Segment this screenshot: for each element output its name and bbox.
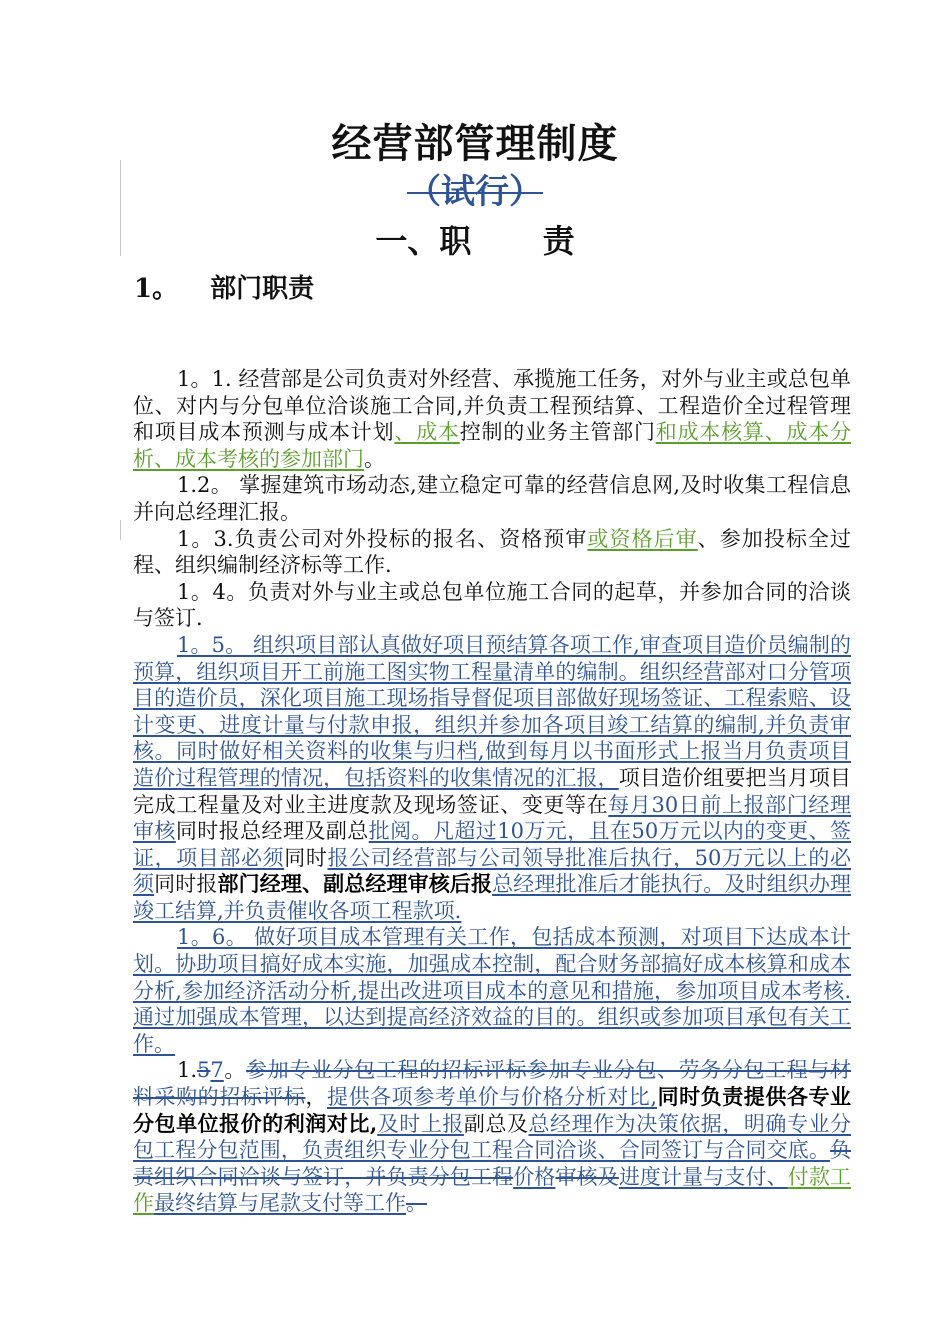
subsection-title: 部门职责	[210, 274, 315, 304]
tracked-change-ins: 价格	[513, 1164, 556, 1189]
text-run: 。	[223, 1058, 247, 1083]
change-bar	[120, 520, 121, 540]
tracked-change-ins: 1。5。 组织项目部认真做好项目预结算各项工作,审查项目造价员编制的预算，组织项目开工前施工图实物工程量清单的编制。组织经营部对口分管项目的造价员，深化项目施工现场指导督促项目部做好现场签证、工程索赔、设计变更、进度计量与付款申报，组织并参加各项目竣工结算的编制,并负责审核。同时做好相关资料的收集与归档,做到每月以书面形式上报当月负责项目造价过程管理的情况，包括资料的收集情况的汇报，	[133, 632, 851, 790]
tracked-change-ins: 总经理作为决策依据，明确专业分包工程分包范围，负责组织专业分包工程合同洽谈、合同签订与合同交底。	[133, 1111, 852, 1163]
text-run: 1。4。负责对外与业主或总包单位施工合同的起草，并参加合同的洽谈与签订.	[133, 579, 851, 631]
body-paragraph	[133, 924, 851, 1057]
text-run: 。	[364, 446, 385, 471]
tracked-change-ins: 每月30日前上报部门经理审核	[133, 792, 851, 844]
body-paragraph	[133, 526, 851, 579]
body-paragraph	[133, 366, 851, 472]
body-paragraph	[133, 1057, 851, 1217]
tracked-change-b: 同时负责提供各专业分包单位报价的利润对比,	[133, 1084, 852, 1136]
text-run: 1。3.负责公司对外投标的报名、资格预审	[177, 526, 588, 551]
body-paragraph	[133, 472, 851, 525]
tracked-change-grn: 、成本	[394, 420, 460, 445]
tracked-change-b: 部门经理、副总经理审核后报	[217, 871, 493, 897]
tracked-change-ins: 及时上报	[377, 1111, 464, 1136]
subsection-heading	[134, 268, 314, 305]
tracked-change-del: 5	[197, 1058, 211, 1083]
tracked-change-ins: 提供各项参考单价与价格分析对比,	[327, 1085, 658, 1110]
tracked-change-ins: 总经理批准后才能执行。及时组织办理竣工结算,并负责催收各项工程款项.	[133, 872, 852, 923]
tracked-change-del: 。	[406, 1191, 427, 1216]
document-subtitle: （试行）	[407, 172, 543, 212]
tracked-change-del: 审核及	[555, 1164, 619, 1189]
text-run: 1.2。 掌握建筑市场动态,建立稳定可靠的经营信息网,及时收集工程信息并向总经理汇报。	[133, 473, 851, 524]
text-run: ，	[305, 1085, 328, 1110]
section-heading: 一、职 责	[375, 222, 575, 260]
document-title: 经营部管理制度	[331, 120, 619, 167]
document-body	[133, 366, 851, 1217]
tracked-change-grn: 或资格后审	[587, 526, 698, 551]
text-run: 1。1. 经营部是公司负责对外经营、承揽施工任务，对外与业主或总包单位、对内与分包单位洽谈施工合同,并负责工程预结算、工程造价全过程管理和项目成本预测与成本计划	[133, 367, 851, 445]
tracked-change-ins: 报公司经营部与公司领导批准后执行，50万元以上的必须	[133, 845, 852, 897]
text-run: 1.	[177, 1058, 198, 1083]
tracked-change-ins: 最终结算与尾款支付等工作	[154, 1191, 406, 1216]
subsection-number: 1。	[134, 274, 179, 304]
tracked-change-ins: 进度计量与支付、	[618, 1164, 788, 1189]
text-run: 同时	[284, 845, 328, 870]
tracked-change-grn: 付款工作	[133, 1164, 852, 1216]
text-run: 、参加投标全过程、组织编制经济标等工作.	[133, 526, 851, 578]
body-paragraph	[133, 632, 851, 925]
text-run: 同时报	[154, 872, 218, 897]
tracked-change-grn: 和成本核算、成本分析、成本考核的参加部门	[133, 420, 851, 471]
body-paragraph	[133, 579, 851, 632]
text-run: 同时报总经理及副总	[175, 819, 369, 844]
text-run: 控制的业务主管部门	[459, 420, 656, 445]
text-run: 副总及	[463, 1111, 529, 1136]
tracked-change-ins: 7	[210, 1058, 224, 1083]
tracked-change-ins: 1。6。 做好项目成本管理有关工作，包括成本预测，对项目下达成本计划。协助项目搞好成本实施，加强成本控制，配合财务部搞好成本核算和成本分析,参加经济活动分析,提出改进项目成本的意见和措施，参加项目成本考核.通过加强成本管理，以达到提高经济效益的目的。组织或参加项目承包有关工作。	[133, 925, 851, 1056]
tracked-change-ins: 批阅。凡超过10万元，且在50万元以内的变更、签证，项目部必须	[133, 819, 852, 870]
text-run: 项目造价组要把当月项目完成工程量及对业主进度款及现场签证、变更等在	[133, 765, 852, 817]
tracked-change-del: 参加专业分包工程的招标评标参加专业分包、劳务分包工程与材料采购的招标评标	[133, 1058, 852, 1110]
tracked-change-del: 负责组织合同洽谈与签订，并负责分包工程	[133, 1138, 851, 1189]
